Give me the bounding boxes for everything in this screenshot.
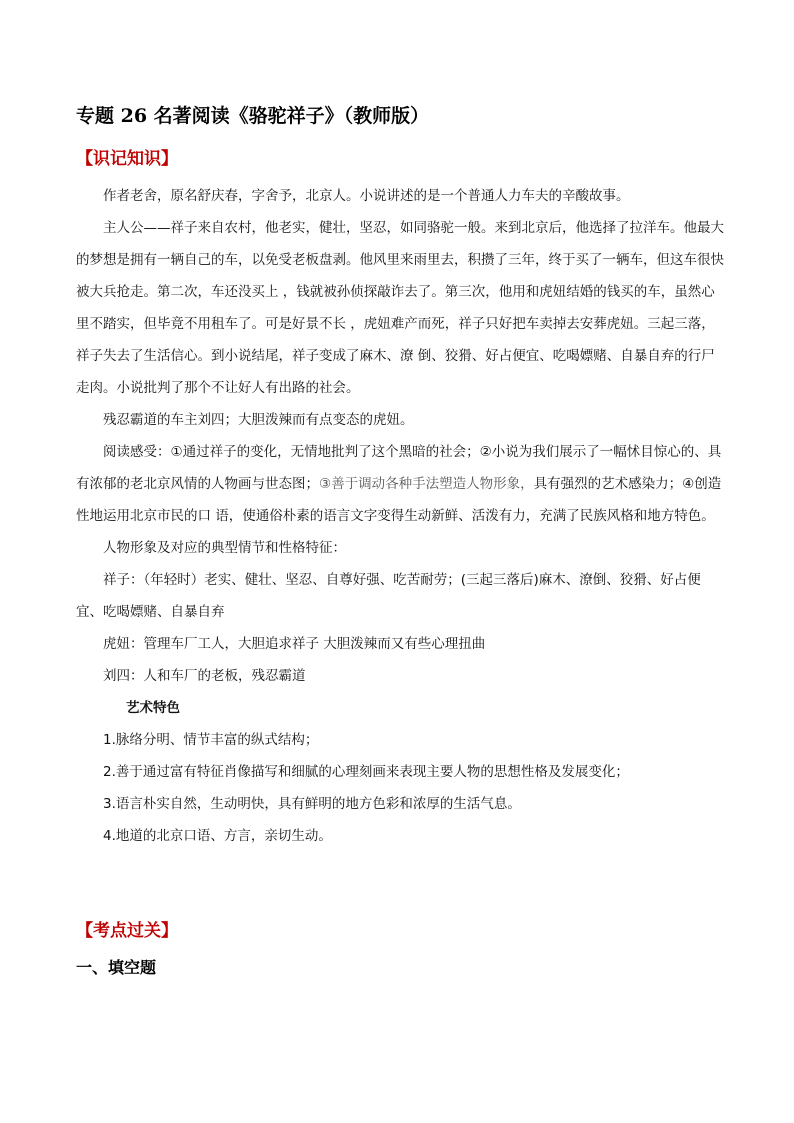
memorize-content xyxy=(76,180,726,852)
paragraph-reading-feeling xyxy=(76,436,726,532)
paragraph-plot: 主人公——祥子来自农村，他老实，健壮，坚忍，如同骆驼一般。来到北京后，他选择了拉洋车。他最大的梦想是拥有一辆自己的车，以免受老板盘剥。他风里来雨里去，积攒了三年，终于买了一辆车，但这车很快被大兵抢走。第二次，车还没买上 ，钱就被孙侦探敲诈去了。第三次，他用和虎妞结婚的钱买的车，虽然心里不踏实，但毕竟不用租车了。可是好景不长 ，虎妞难产而死，祥子只好把车卖掉去安葬虎妞。三起三落，祥子失去了生活信心。到小说结尾，祥子变成了麻木、潦 倒、狡猾、好占便宜、吃喝嫖赌、自暴自弃的行尸走肉。小说批判了那个不让好人有出路的社会。 xyxy=(76,220,724,396)
art-item-3: 3.语言朴实自然，生动明快，具有鲜明的地方色彩和浓厚的生活气息。 xyxy=(103,796,521,812)
art-item-1: 1.脉络分明、情节丰富的纵式结构； xyxy=(103,732,319,748)
art-features-heading: 艺术特色 xyxy=(126,700,180,716)
feeling-part-b: ③善于调动各种手法塑造人物形象， xyxy=(319,476,534,492)
paragraph-characters: 残忍霸道的车主刘四；大胆泼辣而有点变态的虎妞。 xyxy=(103,412,414,428)
feeling-part-a: 阅读感受：①通过祥子的变化，无情地批判了这个黑暗的社会；②小说为我们展示了一幅怵目惊心的、具有浓郁的老北京风情的人物画与世态图； xyxy=(76,444,722,492)
art-item-4: 4.地道的北京口语、方言，亲切生动。 xyxy=(103,828,332,844)
paragraph-xiangzi: 祥子：（年轻时）老实、健壮、坚忍、自尊好强、吃苦耐劳；(三起三落后)麻木、潦倒、狡猾、好占便宜、吃喝嫖赌、自暴自弃 xyxy=(76,572,701,620)
document-title: 专题 26 名著阅读《骆驼祥子》（教师版） xyxy=(76,105,430,127)
art-item-2: 2.善于通过富有特征肖像描写和细腻的心理刻画来表现主要人物的思想性格及发展变化； xyxy=(103,764,629,780)
paragraph-liusi: 刘四：人和车厂的老板，残忍霸道 xyxy=(103,668,306,684)
paragraph-traits-intro: 人物形象及对应的典型情节和性格特征： xyxy=(103,540,346,556)
paragraph-author: 作者老舍，原名舒庆春，字舍予，北京人。小说讲述的是一个普通人力车夫的辛酸故事。 xyxy=(103,188,630,204)
paragraph-huniu: 虎妞：管理车厂工人，大胆追求祥子 大胆泼辣而又有些心理扭曲 xyxy=(103,636,486,652)
section-heading-exam: 【考点过关】 xyxy=(76,921,178,941)
feeling-part-c: 具有强烈的艺术感染力；④创造性地运用北京市民的口 语，使通俗朴素的语言文字变得生动新鲜、活泼有力，充满了民族风格和地方特色。 xyxy=(76,476,722,524)
subheading-fill-in-blank: 一、填空题 xyxy=(76,958,157,977)
section-heading-memorize: 【识记知识】 xyxy=(76,149,178,169)
